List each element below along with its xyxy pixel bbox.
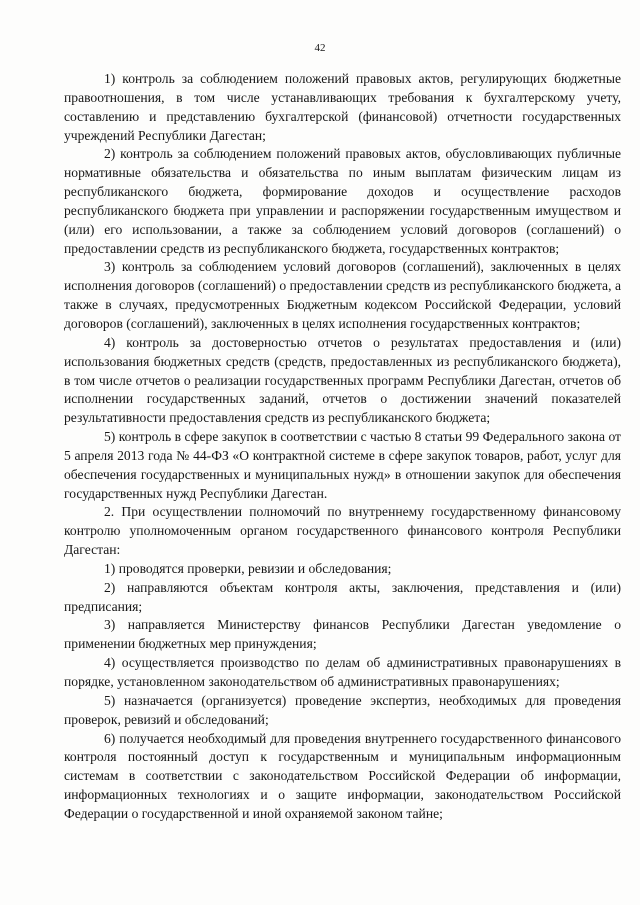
paragraph-item: 2. При осуществлении полномочий по внутреннему государственному финансовому контролю уполномоченным органом государственного финансового контроля Республики Дагестан: [64,504,621,558]
paragraph-item: 3) направляется Министерству финансов Республики Дагестан уведомление о применении бюджетных мер принуждения; [64,617,621,652]
paragraph-item: 5) контроль в сфере закупок в соответствии с частью 8 статьи 99 Федерального закона от 5 апреля 2013 года № 44-ФЗ «О контрактной системе в сфере закупок товаров, работ, услуг для обеспечения государственных и муниципальных нужд» в отношении закупок для обеспечения государственных нужд Республики Дагестан. [64,429,621,501]
paragraph-item: 1) проводятся проверки, ревизии и обследования; [104,560,392,576]
page-number: 42 [314,42,326,54]
paragraph-item: 1) контроль за соблюдением положений правовых актов, регулирующих бюджетные правоотношения, в том числе устанавливающих требования к бухгалтерскому учету, составлению и представлению бухгалтерской (финансовой) отчетности государственных учреждений Республики Дагестан; [64,71,621,143]
paragraph-item: 6) получается необходимый для проведения внутреннего государственного финансового контроля постоянный доступ к государственным и муниципальным информационным системам в соответствии с законодательством Российской Федерации об информации, информационных технологиях и о защите информации, законодательством Российской Федерации о государственной и иной охраняемой законом тайне; [64,730,621,821]
paragraph-item: 3) контроль за соблюдением условий договоров (соглашений), заключенных в целях исполнения договоров (соглашений) о предоставлении средств из республиканского бюджета, а также в случаях, предусмотренных Бюджетным кодексом Российской Федерации, условий договоров (соглашений), заключенных в целях исполнения государственных контрактов; [64,259,621,331]
document-body [64,70,621,824]
paragraph-item: 2) контроль за соблюдением положений правовых актов, обусловливающих публичные нормативные обязательства и обязательства по иным выплатам физическим лицам из республиканского бюджета, формирование доходов и осуществление расходов республиканского бюджета при управлении и распоряжении государственным имуществом и (или) его использовании, а также за соблюдением условий договоров (соглашений) о предоставлении средств из республиканского бюджета, государственных контрактов; [64,146,621,256]
paragraph-item: 4) контроль за достоверностью отчетов о результатах предоставления и (или) использования бюджетных средств (средств, предоставленных из республиканского бюджета), в том числе отчетов о реализации государственных программ Республики Дагестан, отчетов об исполнении государственных заданий, отчетов о достижении значений показателей результативности предоставления средств из республиканского бюджета; [64,334,621,426]
paragraph-item: 5) назначается (организуется) проведение экспертиз, необходимых для проведения проверок, ревизий и обследований; [64,692,621,727]
paragraph-item: 4) осуществляется производство по делам об административных правонарушениях в порядке, установленном законодательством об административных правонарушениях; [64,655,621,689]
paragraph-item: 2) направляются объектам контроля акты, заключения, представления и (или) предписания; [64,579,621,614]
